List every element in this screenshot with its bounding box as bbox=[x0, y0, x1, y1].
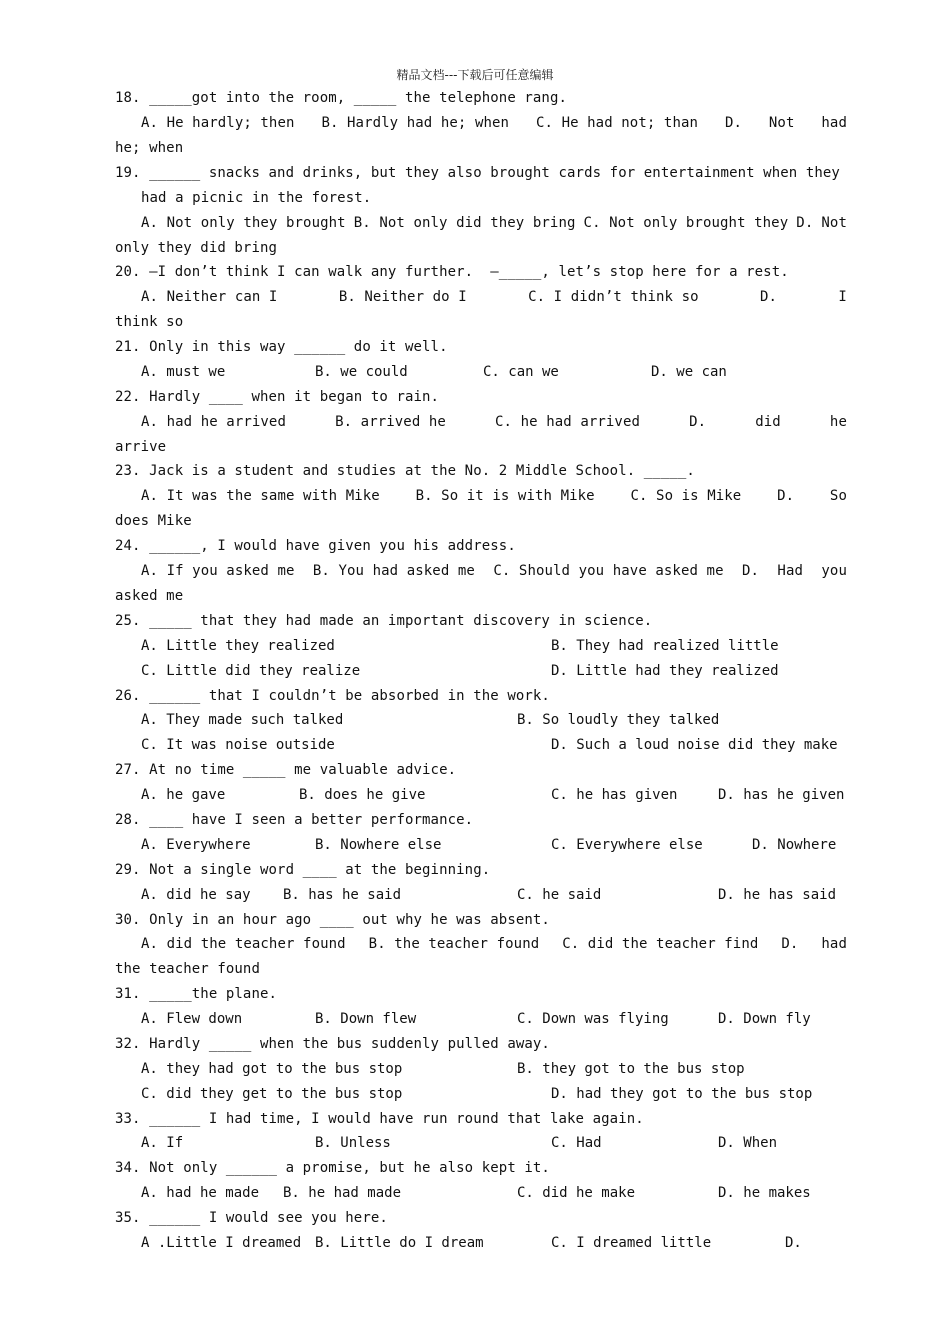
question-27-option-a: A. he gave bbox=[141, 787, 226, 803]
question-30-option-d-cont: the teacher found bbox=[115, 961, 260, 977]
question-18-options bbox=[141, 113, 847, 133]
question-28-option-a: A. Everywhere bbox=[141, 837, 251, 853]
option-b: B. Neither do I bbox=[338, 289, 467, 305]
question-19-stem: 19. ______ snacks and drinks, but they also brought cards for entertainment when they bbox=[115, 165, 840, 181]
option-d: D. bbox=[781, 936, 799, 952]
option-d: D. bbox=[796, 215, 814, 231]
question-28-option-c: C. Everywhere else bbox=[551, 837, 703, 853]
option-a: A. Neither can I bbox=[141, 289, 278, 305]
question-28-option-b: B. Nowhere else bbox=[315, 837, 442, 853]
question-32-option-b: B. they got to the bus stop bbox=[517, 1061, 745, 1077]
question-23-stem: 23. Jack is a student and studies at the No. 2 Middle School. _____. bbox=[115, 463, 695, 479]
question-18-stem: 18. _____got into the room, _____ the telephone rang. bbox=[115, 90, 568, 106]
question-26-option-d: D. Such a loud noise did they make bbox=[551, 737, 838, 753]
question-29-option-c: C. he said bbox=[517, 887, 602, 903]
option-c: C. Should you have asked me bbox=[493, 563, 724, 579]
question-26-option-b: B. So loudly they talked bbox=[517, 712, 720, 728]
question-32-option-d: D. had they got to the bus stop bbox=[551, 1086, 813, 1102]
question-32-stem: 32. Hardly _____ when the bus suddenly pulled away. bbox=[115, 1036, 550, 1052]
option-d: D. bbox=[689, 414, 707, 430]
option-a: A. It was the same with Mike bbox=[141, 488, 380, 504]
question-35-option-a: A .Little I dreamed bbox=[141, 1235, 302, 1251]
question-31-option-c: C. Down was flying bbox=[517, 1011, 669, 1027]
option-b: B. So it is with Mike bbox=[415, 488, 595, 504]
question-20-options bbox=[141, 287, 847, 307]
question-34-option-b: B. he had made bbox=[283, 1185, 402, 1201]
question-21-option-c: C. can we bbox=[483, 364, 559, 380]
question-21-option-d: D. we can bbox=[651, 364, 727, 380]
page-header: 精品文档---下载后可任意编辑 bbox=[396, 68, 554, 82]
question-18-option-d-cont: he; when bbox=[115, 140, 184, 156]
question-19-option-d-cont: only they did bring bbox=[115, 240, 278, 256]
question-31-option-d: D. Down fly bbox=[718, 1011, 811, 1027]
option-a: A. did the teacher found bbox=[141, 936, 346, 952]
option-a: A. He hardly; then bbox=[141, 115, 295, 131]
option-a: A. had he arrived bbox=[141, 414, 286, 430]
option-b: B. You had asked me bbox=[312, 563, 475, 579]
question-29-option-a: A. did he say bbox=[141, 887, 251, 903]
option-b: B. arrived he bbox=[335, 414, 446, 430]
question-27-stem: 27. At no time _____ me valuable advice. bbox=[115, 762, 457, 778]
option-c: C. Not only brought they bbox=[583, 215, 789, 231]
option-c: C. I didn’t think so bbox=[528, 289, 699, 305]
question-29-option-b: B. has he said bbox=[283, 887, 402, 903]
question-19-options bbox=[141, 213, 847, 233]
question-30-stem: 30. Only in an hour ago ____ out why he was absent. bbox=[115, 912, 550, 928]
option-a: A. If you asked me bbox=[141, 563, 295, 579]
question-24-stem: 24. ______, I would have given you his address. bbox=[115, 538, 516, 554]
question-31-option-b: B. Down flew bbox=[315, 1011, 417, 1027]
question-23-option-d-cont: does Mike bbox=[115, 513, 192, 529]
option-c: C. So is Mike bbox=[630, 488, 742, 504]
question-27-option-b: B. does he give bbox=[299, 787, 426, 803]
option-d: D. bbox=[741, 563, 760, 579]
question-27-option-d: D. has he given bbox=[718, 787, 845, 803]
option-d-word: had bbox=[821, 115, 847, 131]
question-22-stem: 22. Hardly ____ when it began to rain. bbox=[115, 389, 440, 405]
option-b: B. the teacher found bbox=[368, 936, 540, 952]
option-d-word: I bbox=[838, 289, 847, 305]
question-31-option-a: A. Flew down bbox=[141, 1011, 243, 1027]
question-25-stem: 25. _____ that they had made an important discovery in science. bbox=[115, 613, 653, 629]
option-c: C. he had arrived bbox=[495, 414, 641, 430]
question-29-stem: 29. Not a single word ____ at the beginning. bbox=[115, 862, 491, 878]
question-19-stem-cont: had a picnic in the forest. bbox=[141, 190, 372, 206]
option-b: B. Hardly had he; when bbox=[321, 115, 510, 131]
question-25-option-c: C. Little did they realize bbox=[141, 663, 361, 679]
option-d-word: So bbox=[829, 488, 847, 504]
question-25-option-b: B. They had realized little bbox=[551, 638, 779, 654]
question-32-option-a: A. they had got to the bus stop bbox=[141, 1061, 403, 1077]
question-20-option-d-cont: think so bbox=[115, 314, 184, 330]
question-22-option-d-cont: arrive bbox=[115, 439, 167, 455]
question-33-option-d: D. When bbox=[718, 1135, 778, 1151]
question-31-stem: 31. _____the plane. bbox=[115, 986, 278, 1002]
question-28-stem: 28. ____ have I seen a better performance. bbox=[115, 812, 474, 828]
question-27-option-c: C. he has given bbox=[551, 787, 678, 803]
option-c: C. did the teacher find bbox=[562, 936, 759, 952]
option-c: C. He had not; than bbox=[535, 115, 699, 131]
option-d-word: did bbox=[755, 414, 781, 430]
option-d-word: he bbox=[829, 414, 847, 430]
option-d: D. bbox=[777, 488, 795, 504]
option-d-word: had bbox=[821, 936, 847, 952]
question-33-option-c: C. Had bbox=[551, 1135, 602, 1151]
question-33-stem: 33. ______ I had time, I would have run round that lake again. bbox=[115, 1111, 644, 1127]
question-26-option-c: C. It was noise outside bbox=[141, 737, 335, 753]
question-33-option-a: A. If bbox=[141, 1135, 184, 1151]
question-32-option-c: C. did they get to the bus stop bbox=[141, 1086, 403, 1102]
option-a: A. Not only they brought bbox=[141, 215, 346, 231]
option-d-word: Not bbox=[768, 115, 795, 131]
option-d-word: Not bbox=[821, 215, 847, 231]
question-34-option-d: D. he makes bbox=[718, 1185, 811, 1201]
question-25-option-d: D. Little had they realized bbox=[551, 663, 779, 679]
question-24-options bbox=[141, 561, 847, 581]
option-b: B. Not only did they bring bbox=[353, 215, 576, 231]
question-23-options bbox=[141, 486, 847, 506]
question-34-stem: 34. Not only ______ a promise, but he also kept it. bbox=[115, 1160, 550, 1176]
question-21-stem: 21. Only in this way ______ do it well. bbox=[115, 339, 448, 355]
option-d: D. bbox=[724, 115, 742, 131]
question-33-option-b: B. Unless bbox=[315, 1135, 391, 1151]
question-25-option-a: A. Little they realized bbox=[141, 638, 335, 654]
question-35-option-d: D. bbox=[785, 1235, 802, 1251]
question-35-stem: 35. ______ I would see you here. bbox=[115, 1210, 388, 1226]
question-21-option-a: A. must we bbox=[141, 364, 226, 380]
question-35-option-c: C. I dreamed little bbox=[551, 1235, 712, 1251]
question-30-options bbox=[141, 934, 847, 954]
question-29-option-d: D. he has said bbox=[718, 887, 837, 903]
option-d: D. bbox=[760, 289, 778, 305]
option-d-word: you bbox=[821, 563, 847, 579]
question-34-option-a: A. had he made bbox=[141, 1185, 260, 1201]
question-21-option-b: B. we could bbox=[315, 364, 408, 380]
question-28-option-d: D. Nowhere bbox=[752, 837, 837, 853]
question-26-stem: 26. ______ that I couldn’t be absorbed in the work. bbox=[115, 688, 550, 704]
question-35-option-b: B. Little do I dream bbox=[315, 1235, 484, 1251]
question-22-options bbox=[141, 412, 847, 432]
question-34-option-c: C. did he make bbox=[517, 1185, 636, 1201]
option-d-word: Had bbox=[777, 563, 804, 579]
question-24-option-d-cont: asked me bbox=[115, 588, 184, 604]
question-20-stem: 20. —I don’t think I can walk any further. —_____, let’s stop here for a rest. bbox=[115, 264, 789, 280]
question-26-option-a: A. They made such talked bbox=[141, 712, 344, 728]
